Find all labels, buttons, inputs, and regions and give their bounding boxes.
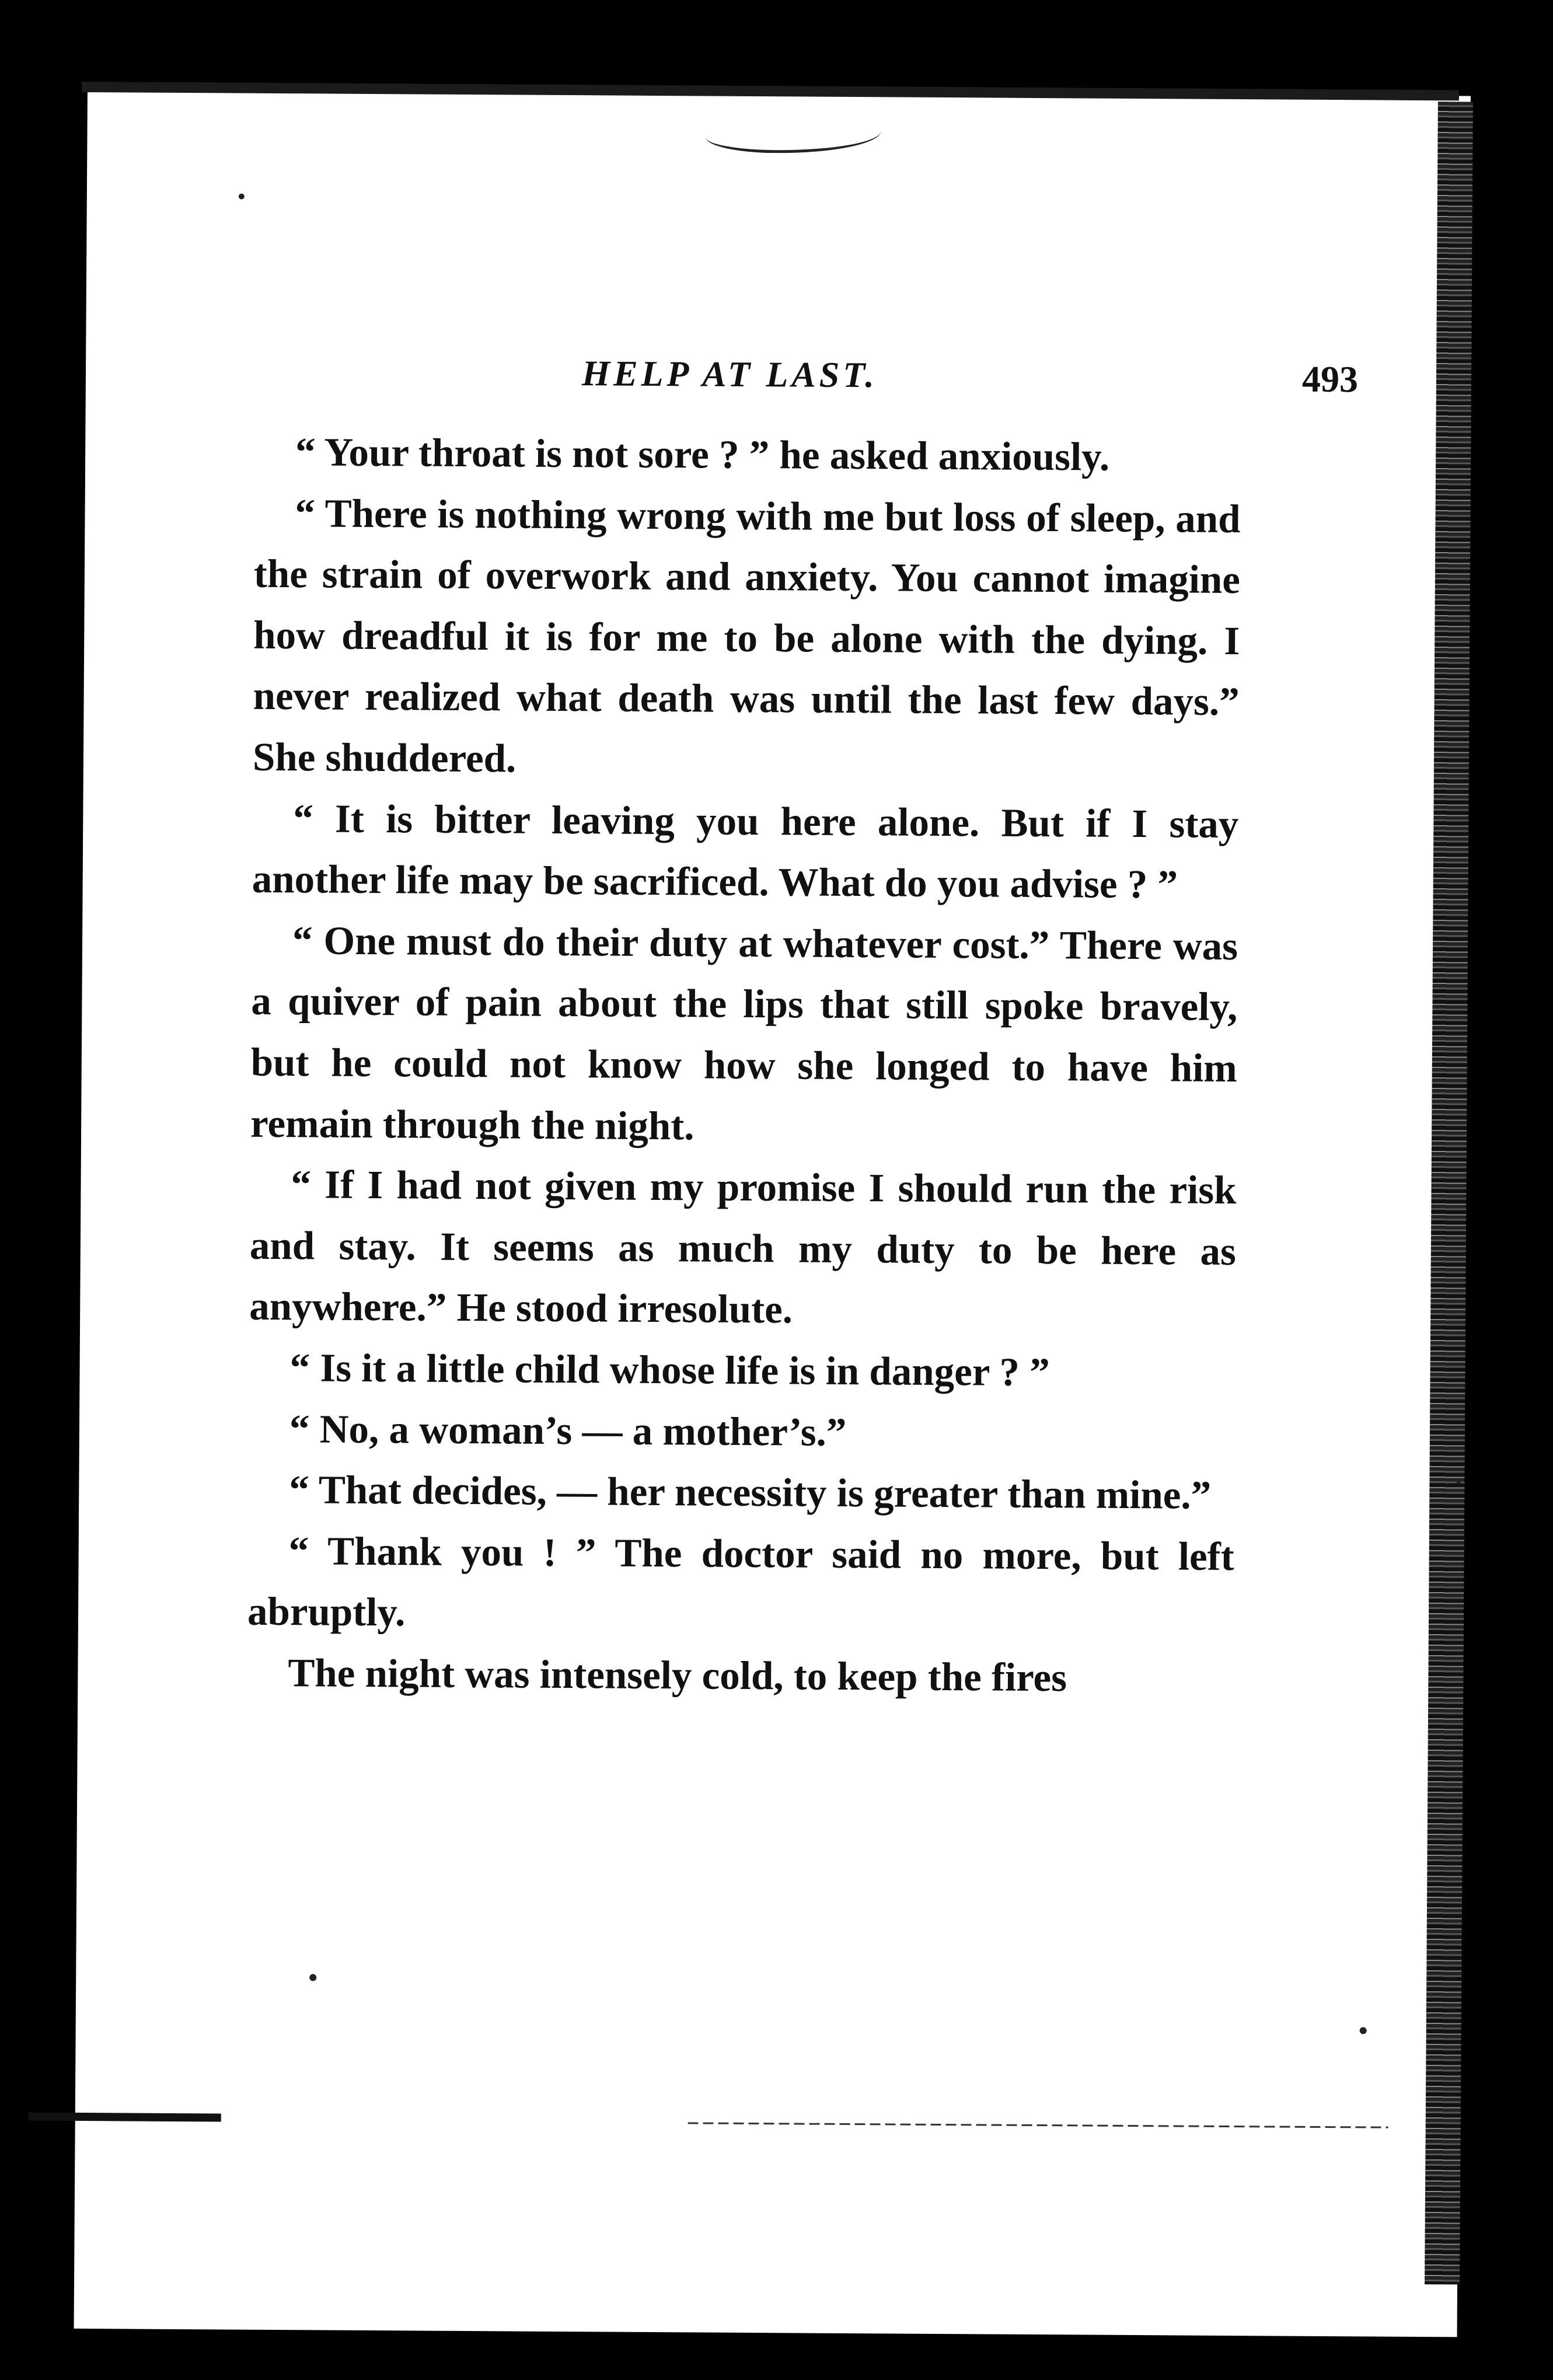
speck xyxy=(239,194,245,200)
paragraph: “ If I had not given my promise I should run the risk and stay. It seems as much my duty to be here as anywhere.” He stood irresolute. xyxy=(249,1162,1237,1332)
bottom-dashed-rule xyxy=(688,2122,1388,2128)
paragraph: “ No, a woman’s — a mother’s.” xyxy=(289,1406,847,1454)
page-header xyxy=(553,353,1359,410)
bottom-left-rule xyxy=(29,2112,221,2121)
book-page xyxy=(74,88,1471,2337)
running-title: HELP AT LAST. xyxy=(581,354,878,396)
paragraph: “ Thank you ! ” The doctor said no more, but left abruptly. xyxy=(247,1528,1234,1635)
page-top-edge xyxy=(82,82,1459,100)
speck xyxy=(1456,1479,1461,1484)
paragraph: “ One must do their duty at whatever cost.” There was a quiver of pain about the lips that still spoke bravely, but he could not know how she longed to have him remain through the night. xyxy=(250,917,1238,1148)
speck xyxy=(309,1974,316,1981)
paragraph: “ There is nothing wrong with me but loss of sleep, and the strain of overwork and anxiety. You cannot imagine how dreadful it is for me to be alone with the dying. I never realized what death was until the last few days.” She shuddered. xyxy=(252,490,1241,781)
body-text xyxy=(247,421,1241,1709)
paragraph: “ Your throat is not sore ? ” he asked anxiously. xyxy=(295,430,1110,479)
paragraph: The night was intensely cold, to keep the fires xyxy=(288,1650,1067,1700)
paragraph: “ Is it a little child whose life is in danger ? ” xyxy=(289,1345,1050,1395)
pen-mark xyxy=(706,114,881,153)
page-number: 493 xyxy=(1301,358,1359,400)
page-right-edge xyxy=(1425,102,1473,2284)
speck xyxy=(1360,2027,1367,2034)
paragraph: “ It is bitter leaving you here alone. But if I stay another life may be sacrificed. What do you advise ? ” xyxy=(252,795,1239,907)
paragraph: “ That decides, — her necessity is greater than mine.” xyxy=(289,1467,1212,1517)
